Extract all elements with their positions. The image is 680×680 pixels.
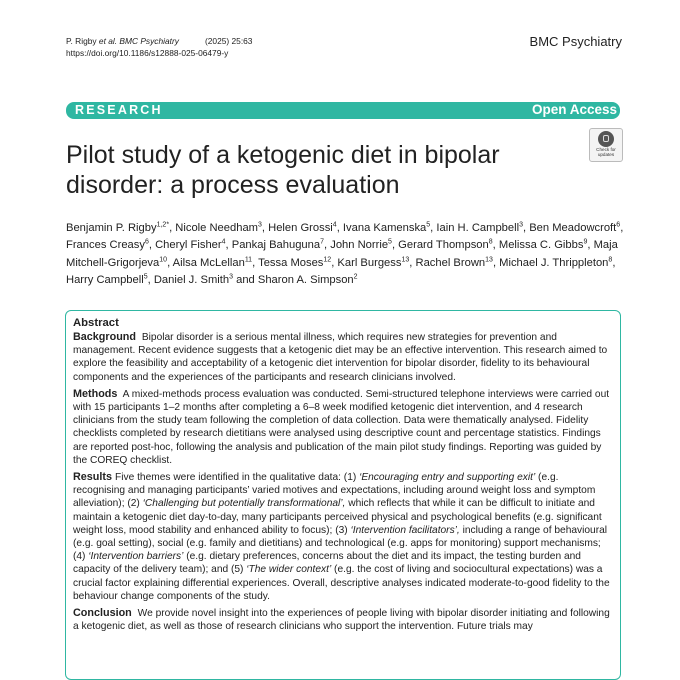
article-title: Pilot study of a ketogenic diet in bipolar disorder: a process evaluation: [66, 141, 500, 199]
author-affiliation: 3: [258, 221, 262, 229]
abstract-background: [73, 331, 613, 384]
results-label: Results: [73, 471, 113, 484]
author-affiliation: 8: [488, 238, 493, 246]
author-list: Benjamin P. Rigby$^{1,2*}$, Nicole Needham$^3$, Helen Grossi$^4$, Ivana Kamenska$^5$, Iain H. Campbell$^3$, Ben Meadowcroft$^6$, Frances Creasy$^6$, Cheryl Fisher$^4$, Pankaj Bahuguna$^7$, John Norrie$^5$, Gerard Thompson$^8$, Melissa C. Gibbs$^9$, Maja Mitchell-Grigorjeva$^{10}$, Ailsa McLellan$^{11}$, Tessa Moses$^{12}$, Karl Burgess$^{13}$, Rachel Brown$^{13}$, Michael J. Thrippleton$^8$, Harry Campbell$^5$, Daniel J. Smith$^3$ and Sharon A. Simpson$^2$: [66, 221, 624, 286]
author-name[interactable]: Daniel J. Smith: [153, 273, 230, 286]
background-label: Background: [73, 331, 136, 343]
open-access-label: Open Access: [531, 102, 617, 117]
citation-journal: et al. BMC Psychiatry: [98, 36, 179, 46]
author-affiliation: 12: [323, 255, 332, 263]
author-affiliation: 11: [244, 255, 253, 263]
author-name[interactable]: John Norrie: [330, 239, 389, 252]
abstract-heading: Abstract: [73, 317, 119, 329]
author-affiliation: 3: [229, 273, 233, 281]
author-affiliation: 1,2*: [156, 221, 170, 229]
abstract-box: [65, 310, 621, 680]
author-affiliation: 13: [485, 255, 493, 263]
author-name[interactable]: Pankaj Bahuguna: [231, 239, 321, 252]
author-name[interactable]: Rachel Brown: [415, 256, 486, 269]
author-affiliation: 7: [320, 238, 324, 246]
author-affiliation: 4: [332, 221, 337, 229]
check-for-updates-text: Check for updates: [596, 147, 616, 157]
citation-block: [66, 35, 252, 59]
author-name[interactable]: Iain H. Campbell: [436, 222, 520, 234]
author-affiliation: 10: [159, 255, 168, 263]
article-type-banner: [66, 102, 620, 119]
methods-text: A mixed-methods process evaluation was conducted. Semi-structured telephone interviews were carried out with 15 participants 1–2 months after completing a 6–8 week modified ketogenic diet intervention, and 4 research clinicians from the study team following the completion of data collection. Data were thematically analysed. Fidelity checklists completed by research dietitians were analysed using descriptive count and percentage statistics. Findings are reported post-hoc, following the analysis and publication of the main pilot study findings. Reporting was guided by the COREQ checklist.: [73, 388, 610, 466]
author-name[interactable]: Maja Mitchell-Grigorjeva: [66, 239, 618, 269]
author-name[interactable]: Melissa C. Gibbs: [498, 239, 584, 252]
doi-link[interactable]: https://doi.org/10.1186/s12888-025-06479-y: [66, 48, 229, 58]
author-affiliation: 13: [401, 255, 410, 263]
author-affiliation: 3: [519, 221, 523, 229]
author-name[interactable]: Sharon A. Simpson: [257, 273, 354, 286]
author-name[interactable]: Karl Burgess: [337, 256, 402, 269]
author-affiliation: 9: [583, 238, 588, 246]
author-name[interactable]: Helen Grossi: [268, 222, 333, 234]
methods-label: Methods: [73, 387, 118, 400]
citation-year-volume: (2025) 25:63: [204, 36, 253, 46]
journal-name: BMC Psychiatry: [529, 34, 622, 49]
author-name[interactable]: Michael J. Thrippleton: [499, 256, 609, 269]
theme-1: ‘Encouraging entry and supporting exit’: [359, 472, 536, 484]
check-for-updates-icon: [598, 131, 614, 147]
theme-5: ‘The wider context’: [246, 564, 332, 576]
citation-line: [66, 35, 252, 47]
author-affiliation: 2: [353, 273, 358, 281]
author-affiliation: 6: [616, 221, 621, 229]
theme-4: ‘Intervention barriers’: [88, 551, 184, 563]
abstract-results: Results Five themes were identified in the qualitative data: (1) ‘Encouraging entry and supporting exit’ (e.g. recognising and managing participants’ varied motives and expectations, including around weight loss and symptom alleviation); (2) ‘Challenging but potentially transformational’, which reflects that while it can be difficult to initiate and maintain a ketogenic diet day-to-day, many participants perceived physical and psychological benefits (e.g. significant weight loss, mood stability and enhanced ability to focus); (3) ‘Intervention facilitators’, including a range of behavioural (e.g. goal setting), social (e.g. family and dietitians) and technological (e.g. apps for monitoring) support mechanisms; (4) ‘Intervention barriers’ (e.g. dietary preferences, concerns about the diet and its impact, the testing burden and capacity of the delivery team); and (5) ‘The wider context’ (e.g. the cost of living and sociocultural expectations) was a crucial factor explaining differential experiences. Overall, descriptive analyses indicated moderate-to-good fidelity to the behaviour change components of the study.: [73, 471, 610, 602]
check-for-updates-badge[interactable]: [589, 128, 623, 162]
author-affiliation: 5: [143, 273, 148, 281]
author-name[interactable]: Nicole Needham: [175, 222, 258, 234]
author-name[interactable]: Ben Meadowcroft: [529, 222, 617, 234]
author-affiliation: 8: [608, 255, 613, 263]
author-name[interactable]: Benjamin P. Rigby: [66, 222, 157, 234]
author-name[interactable]: Gerard Thompson: [398, 239, 489, 252]
background-text: Bipolar disorder is a serious mental illness, which requires new strategies for prevention and management. Recent evidence suggests that a ketogenic diet may be an effective intervention. This research aimed to explore the feasibility and acceptability of a ketogenic diet intervention for bipolar disorder, fidelity to its behavioural components and the experiences of the participants and research clinicians involved.: [73, 332, 608, 383]
theme-3: ‘Intervention facilitators’,: [350, 524, 460, 536]
author-affiliation: 4: [221, 238, 226, 246]
author-name[interactable]: Cheryl Fisher: [155, 239, 222, 252]
author-and: and: [236, 273, 255, 286]
article-type-label: RESEARCH: [75, 103, 163, 117]
author-affiliation: 5: [426, 221, 431, 229]
theme-2: ‘Challenging but potentially transformational’,: [142, 498, 346, 510]
author-name[interactable]: Ivana Kamenska: [342, 222, 427, 234]
abstract-conclusion: [73, 607, 613, 633]
author-name[interactable]: Harry Campbell: [66, 273, 144, 286]
author-name[interactable]: Ailsa McLellan: [172, 256, 245, 269]
citation-authors: P. Rigby: [66, 36, 99, 46]
author-affiliation: 6: [144, 238, 149, 246]
conclusion-label: Conclusion: [73, 607, 132, 620]
author-name[interactable]: Tessa Moses: [258, 256, 324, 269]
conclusion-text: We provide novel insight into the experiences of people living with bipolar disorder initiating and following a ketogenic diet, as well as those of research clinicians who support the intervention. Future trials may: [73, 608, 610, 633]
author-name[interactable]: Frances Creasy: [66, 239, 145, 252]
author-affiliation: 5: [388, 238, 392, 246]
abstract-methods: [73, 388, 613, 467]
